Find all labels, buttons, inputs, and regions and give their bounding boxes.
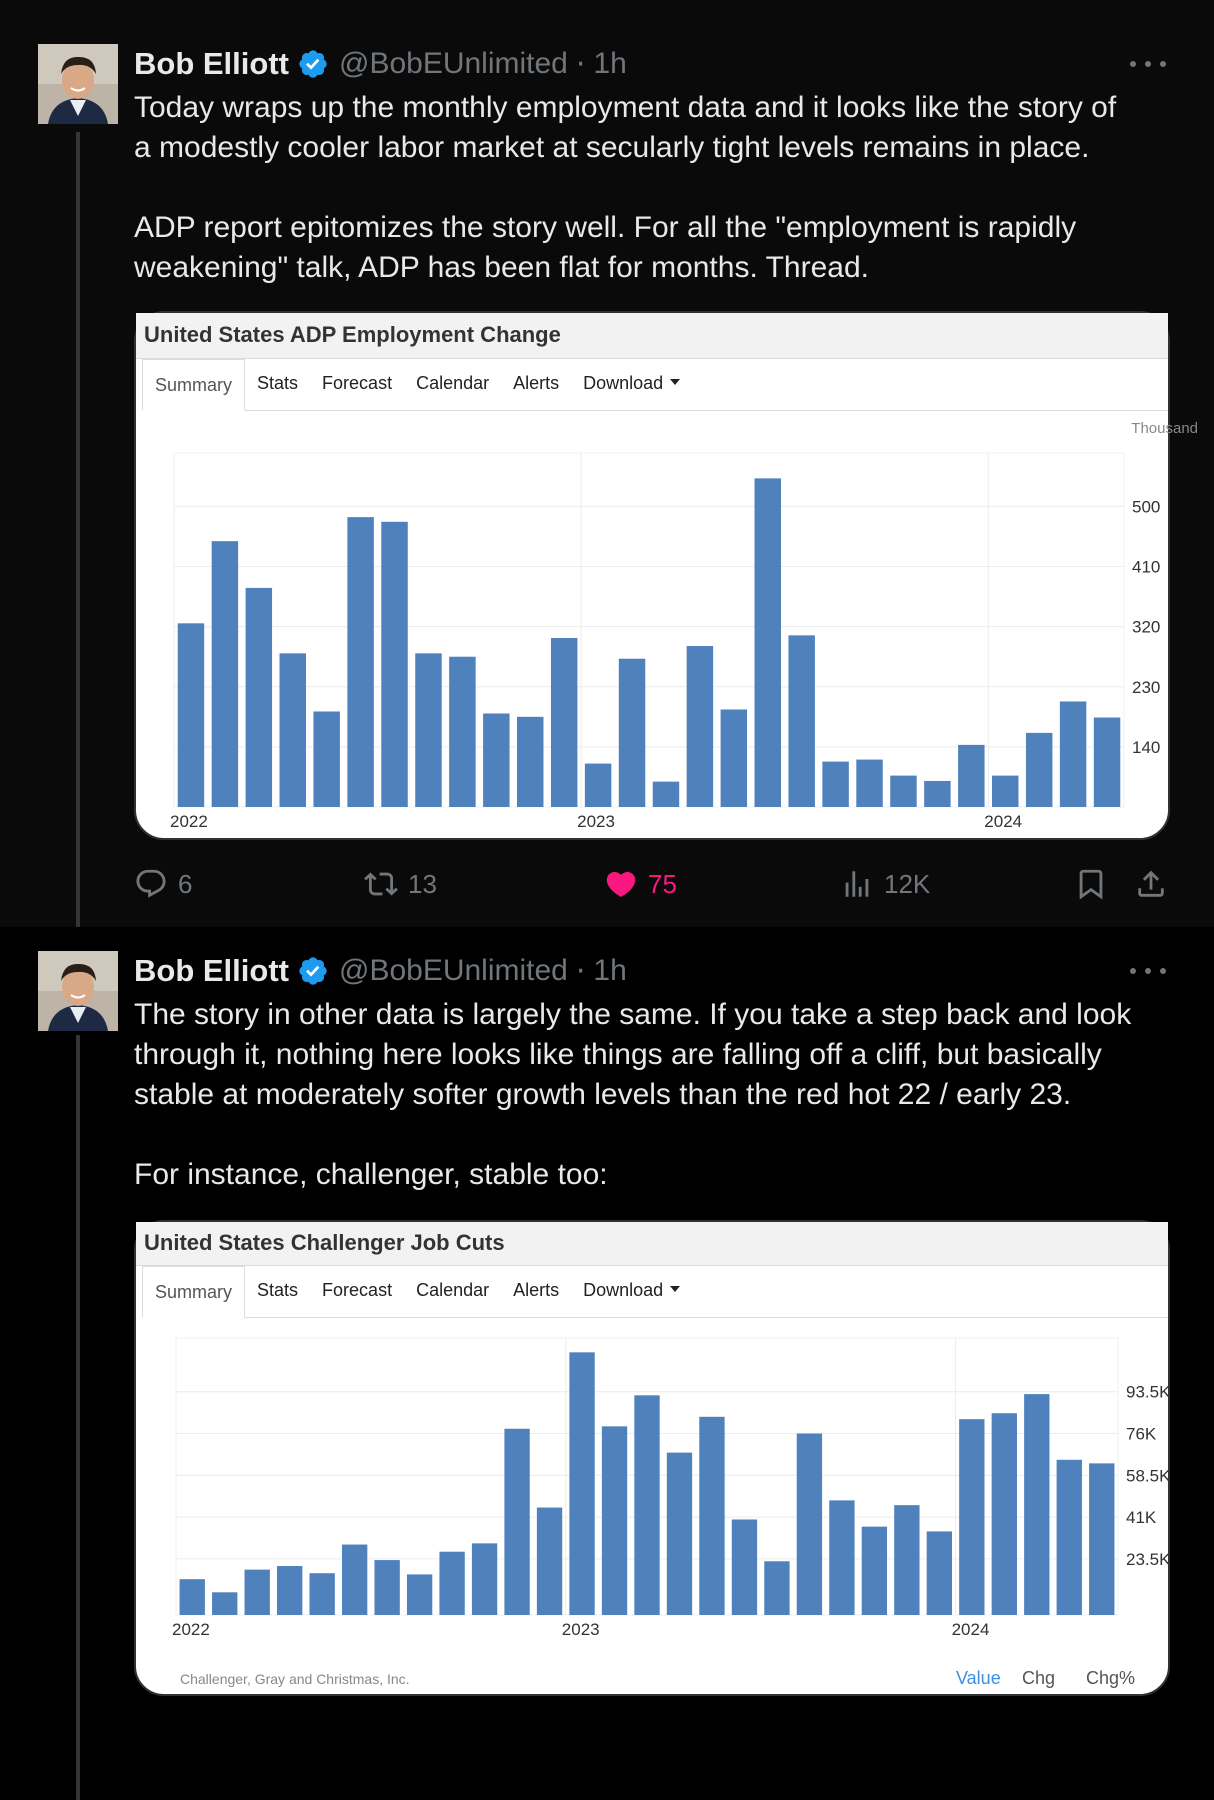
bar (180, 1579, 205, 1615)
bookmark-icon (1074, 867, 1108, 901)
bar (472, 1543, 497, 1615)
reply-button[interactable] (134, 864, 192, 904)
reply-count: 6 (178, 868, 193, 899)
views-count: 12K (884, 868, 931, 899)
tab-download-label: Download (583, 1280, 664, 1300)
bar (862, 1527, 887, 1615)
bar (992, 776, 1018, 807)
bar (449, 657, 475, 807)
bar (927, 1531, 952, 1615)
bar (829, 1500, 854, 1615)
bar (537, 1508, 562, 1615)
bar (1024, 1394, 1049, 1615)
retweet-icon (364, 867, 398, 901)
bar (634, 1395, 659, 1615)
bar (959, 1419, 984, 1615)
y-tick-label: 410 (1132, 557, 1161, 577)
bar (924, 781, 950, 807)
views-icon (840, 867, 874, 901)
chart-tabs (142, 1266, 1168, 1318)
x-tick-label: 2023 (561, 1620, 600, 1639)
bar (374, 1560, 399, 1615)
views-button[interactable] (840, 864, 930, 904)
y-tick-label: 76K (1126, 1424, 1157, 1444)
bar (347, 517, 373, 807)
y-tick-label: 500 (1132, 497, 1161, 517)
y-tick-label: 93.5K (1126, 1382, 1171, 1402)
bar (551, 638, 577, 807)
tweet-header (134, 44, 627, 84)
bar (894, 1505, 919, 1615)
reply-icon (134, 867, 168, 901)
author-handle[interactable]: @BobEUnlimited (338, 954, 568, 987)
more-options-icon[interactable] (1130, 44, 1166, 84)
x-tick-label: 2024 (984, 812, 1023, 831)
like-count: 75 (648, 868, 677, 899)
text-line: a modestly cooler labor market at secularly tight levels remains in place. (134, 131, 1090, 164)
bar (246, 588, 272, 807)
thread-line (76, 132, 80, 927)
tab-download[interactable] (571, 358, 692, 410)
bar (178, 623, 204, 807)
y-tick-label: 41K (1126, 1508, 1157, 1528)
retweet-count: 13 (408, 868, 437, 899)
tab-alerts[interactable]: Alerts (513, 1280, 560, 1300)
avatar[interactable] (38, 951, 118, 1031)
chart-card-adp[interactable] (134, 311, 1198, 840)
share-icon (1134, 867, 1168, 901)
tab-calendar[interactable]: Calendar (416, 1280, 490, 1300)
chart-title: United States Challenger Job Cuts (136, 1222, 1168, 1266)
tab-stats[interactable]: Stats (257, 373, 299, 393)
tab-summary[interactable]: Summary (142, 359, 245, 411)
bar (856, 760, 882, 807)
bar (212, 541, 238, 807)
footer-tab-chg-pct: Chg% (1086, 1668, 1136, 1688)
x-tick-label: 2023 (577, 812, 615, 831)
thread-line (76, 1035, 80, 1800)
tab-download-label: Download (583, 373, 664, 393)
tab-summary[interactable]: Summary (142, 1266, 245, 1318)
avatar-image (38, 44, 118, 124)
bar (504, 1429, 529, 1615)
text-line: weakening" talk, ADP has been flat for months. Thread. (134, 251, 869, 284)
bar (415, 653, 441, 807)
bar (1057, 1460, 1082, 1615)
tab-stats[interactable]: Stats (257, 1280, 299, 1300)
separator: · (575, 46, 586, 82)
tab-forecast[interactable]: Forecast (322, 373, 393, 393)
bar (667, 1453, 692, 1615)
timestamp[interactable]: 1h (593, 47, 627, 80)
bar (958, 745, 984, 807)
tweet-text (134, 88, 1174, 288)
bar (280, 653, 306, 807)
bar (619, 659, 645, 807)
footer-tab-chg: Chg (1022, 1668, 1056, 1688)
author-handle[interactable]: @BobEUnlimited (338, 47, 568, 80)
y-tick-label: 320 (1132, 617, 1161, 637)
bookmark-button[interactable] (1074, 864, 1118, 904)
bar (755, 478, 781, 807)
tweet-actions (134, 864, 1174, 904)
tab-calendar[interactable]: Calendar (416, 373, 490, 393)
x-tick-label: 2022 (172, 1620, 210, 1639)
tweet-actions-partial (134, 1775, 1174, 1800)
bar (732, 1519, 757, 1615)
text-line: ADP report epitomizes the story well. For all the "employment is rapidly (134, 211, 1077, 244)
text-line: stable at moderately softer growth levels than the red hot 22 / early 23. (134, 1078, 1072, 1111)
verified-badge-icon[interactable] (297, 48, 329, 80)
bar (788, 635, 814, 807)
text-line: For instance, challenger, stable too: (134, 1158, 608, 1191)
bar (699, 1417, 724, 1615)
y-tick-label: 230 (1132, 677, 1161, 697)
bar (313, 711, 339, 807)
separator: · (575, 953, 586, 989)
bar (342, 1545, 367, 1615)
verified-badge-icon[interactable] (297, 955, 329, 987)
timestamp[interactable]: 1h (593, 954, 627, 987)
avatar[interactable] (38, 44, 118, 124)
author-name[interactable]: Bob Elliott (134, 46, 289, 81)
bar (653, 782, 679, 807)
share-button[interactable] (1134, 864, 1178, 904)
retweet-button[interactable] (364, 864, 437, 904)
tweet-2[interactable] (0, 927, 1214, 1800)
chart-title: United States ADP Employment Change (136, 313, 1168, 359)
more-options-icon[interactable] (1130, 951, 1166, 991)
bar (1089, 1463, 1114, 1615)
x-tick-label: 2024 (951, 1620, 990, 1639)
bar (407, 1574, 432, 1615)
y-tick-label: 58.5K (1126, 1466, 1171, 1486)
bar (1060, 701, 1086, 807)
tab-alerts[interactable]: Alerts (513, 373, 560, 393)
bar (797, 1434, 822, 1615)
avatar-image (38, 951, 118, 1031)
bar (602, 1426, 627, 1615)
tab-forecast[interactable]: Forecast (322, 1280, 393, 1300)
text-line: through it, nothing here looks like things are falling off a cliff, but basically (134, 1038, 1102, 1071)
text-line: Today wraps up the monthly employment data and it looks like the story of (134, 91, 1117, 124)
bar (569, 1352, 594, 1615)
y-tick-label: 140 (1132, 737, 1161, 757)
chart-tabs (142, 359, 1168, 411)
bar (212, 1592, 237, 1615)
bar (277, 1566, 302, 1615)
footer-tab-value: Value (956, 1668, 1001, 1688)
bar (1094, 717, 1120, 807)
tweet-header (134, 951, 627, 991)
bar (1026, 733, 1052, 807)
bar (483, 713, 509, 807)
bar (721, 709, 747, 807)
chart-card-challenger[interactable] (134, 1220, 1170, 1696)
bar (764, 1561, 789, 1615)
bar (585, 764, 611, 807)
heart-filled-icon (604, 867, 638, 901)
bar (245, 1570, 270, 1615)
tweet-text (134, 995, 1174, 1195)
author-name[interactable]: Bob Elliott (134, 953, 289, 988)
bar (381, 522, 407, 807)
bar (439, 1552, 464, 1615)
bar (992, 1413, 1017, 1615)
caret-down-icon (670, 1286, 680, 1292)
x-tick-label: 2022 (170, 812, 208, 831)
source-label: Challenger, Gray and Christmas, Inc. (180, 1671, 410, 1687)
like-button[interactable] (604, 864, 677, 904)
unit-label: Thousand (1131, 420, 1198, 437)
y-tick-label: 23.5K (1126, 1549, 1171, 1569)
tab-download[interactable] (571, 1265, 692, 1317)
bar (517, 717, 543, 807)
bar (310, 1573, 335, 1615)
text-line: The story in other data is largely the same. If you take a step back and look (134, 998, 1132, 1031)
bar (890, 776, 916, 807)
caret-down-icon (670, 379, 680, 385)
bar (822, 762, 848, 807)
bar (687, 646, 713, 807)
